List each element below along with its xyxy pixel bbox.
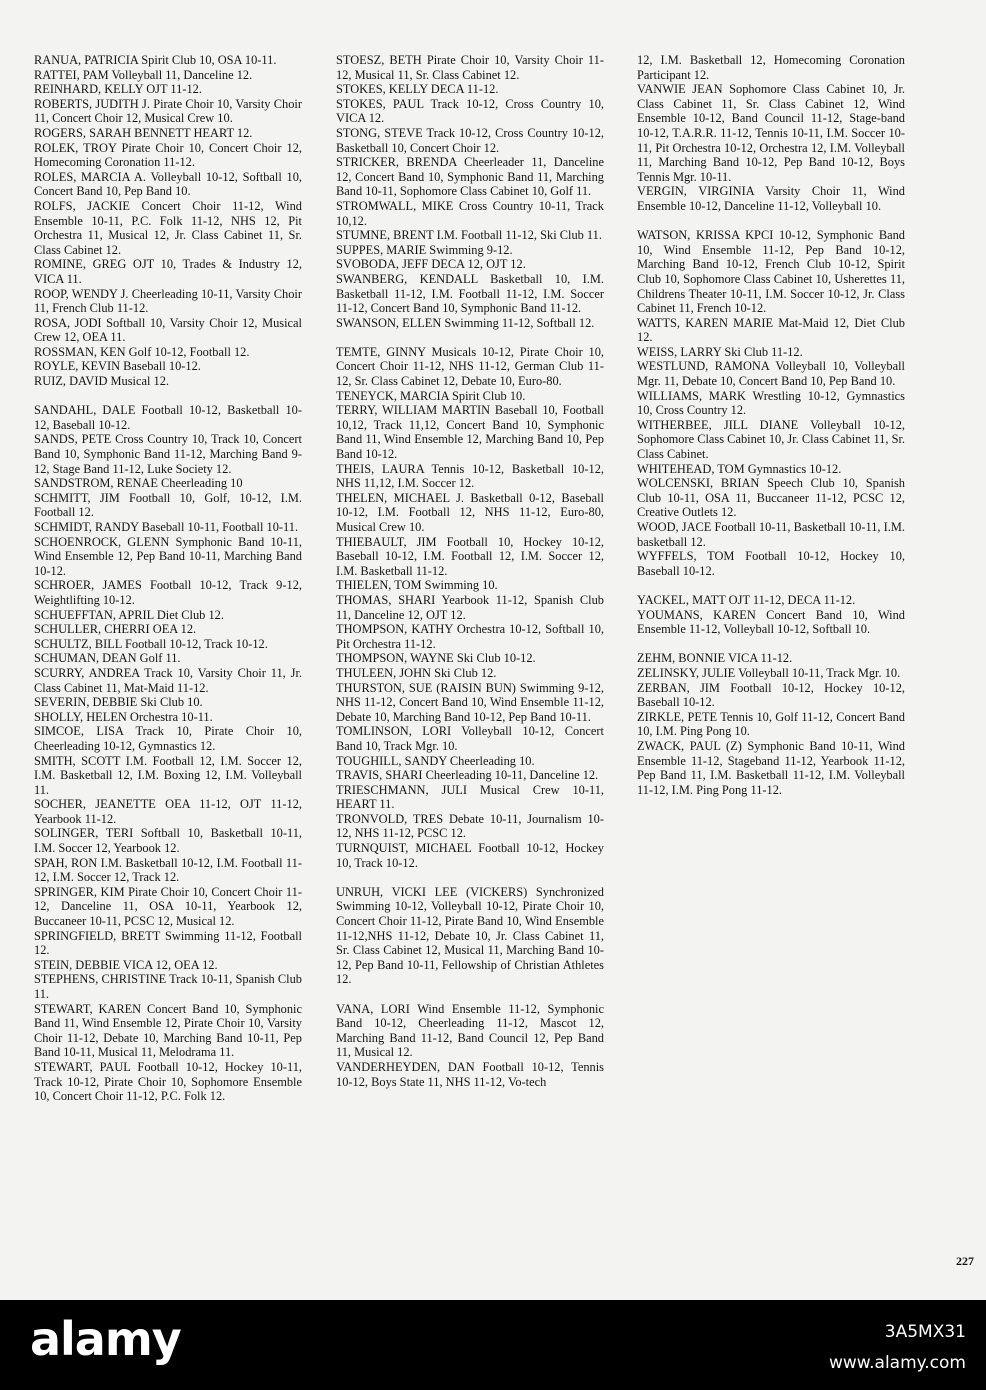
student-entry: WEISS, LARRY Ski Club 11-12. <box>637 344 803 359</box>
student-entry: SEVERIN, DEBBIE Ski Club 10. <box>34 695 203 710</box>
student-entry: RUIZ, DAVID Musical 12. <box>34 374 170 389</box>
student-entry: TOUGHILL, SANDY Cheerleading 10. <box>336 753 535 768</box>
student-entry: REINHARD, KELLY OJT 11-12. <box>34 82 202 97</box>
student-entry: WILLIAMS, MARK Wrestling 10-12, Gymnastics 10, Cross Country 12. <box>637 388 905 418</box>
student-entry: SIMCOE, LISA Track 10, Pirate Choir 10, Cheerleading 10-12, Gymnastics 12. <box>34 724 302 753</box>
student-entry: SCHUMAN, DEAN Golf 11. <box>34 651 181 666</box>
image-id: 3A5MX31 <box>884 1322 966 1342</box>
section-gap <box>336 987 604 1002</box>
student-entry: STOESZ, BETH Pirate Choir 10, Varsity Choir 11-12, Musical 11, Sr. Class Cabinet 12. <box>336 53 604 82</box>
section-gap <box>336 330 604 345</box>
student-entry: ROLFS, JACKIE Concert Choir 11-12, Wind Ensemble 10-11, P.C. Folk 11-12, NHS 12, Pit Orchestra 11, Musical 12, Jr. Class Cabinet 11, Sr. Class Cabinet 12. <box>34 198 302 257</box>
student-entry: ROOP, WENDY J. Cheerleading 10-11, Varsity Choir 11, French Club 11-12. <box>34 286 302 316</box>
student-entry: TENEYCK, MARCIA Spirit Club 10. <box>336 388 526 403</box>
student-entry: SOCHER, JEANETTE OEA 11-12, OJT 11-12, Yearbook 11-12. <box>34 797 302 826</box>
student-entry: SVOBODA, JEFF DECA 12, OJT 12. <box>336 257 526 272</box>
student-entry: STOKES, KELLY DECA 11-12. <box>336 82 499 97</box>
student-entry: STONG, STEVE Track 10-12, Cross Country 10-12, Basketball 10, Concert Choir 12. <box>336 125 604 155</box>
student-entry: THURSTON, SUE (RAISIN BUN) Swimming 9-12, NHS 11-12, Concert Band 10, Wind Ensemble 11-12, Debate 10, Marching Band 10-12, Pep Band 10-11. <box>336 680 604 724</box>
section-gap <box>34 389 302 404</box>
student-entry: SUPPES, MARIE Swimming 9-12. <box>336 242 513 257</box>
student-entry: THEIS, LAURA Tennis 10-12, Basketball 10-12, NHS 11,12, I.M. Soccer 12. <box>336 461 604 491</box>
column-3 <box>637 53 905 797</box>
student-entry: VANDERHEYDEN, DAN Football 10-12, Tennis 10-12, Boys State 11, NHS 11-12, Vo-tech <box>336 1059 604 1089</box>
student-entry: SCHUEFFTAN, APRIL Diet Club 12. <box>34 607 224 622</box>
student-entry: TRONVOLD, TRES Debate 10-11, Journalism 10-12, NHS 11-12, PCSC 12. <box>336 811 604 841</box>
student-entry: SCURRY, ANDREA Track 10, Varsity Choir 11, Jr. Class Cabinet 11, Mat-Maid 11-12. <box>34 665 302 695</box>
student-entry: ZELINSKY, JULIE Volleyball 10-11, Track Mgr. 10. <box>637 665 901 680</box>
student-entry: VANWIE JEAN Sophomore Class Cabinet 10, Jr. Class Cabinet 11, Sr. Class Cabinet 12, Wind Ensemble 10-12, Band Council 11-12, Stage-band 10-12, T.A.R.R. 11-12, Tennis 10-11, I.M. Soccer 10-11, Pit Orchestra 10-12, Orchestra 12, I.M. Volleyball 11, Marching Band 10-12, Pep Band 10-12, Boys Tennis Mgr. 10-11. <box>637 82 905 184</box>
student-entry: SCHROER, JAMES Football 10-12, Track 9-12, Weightlifting 10-12. <box>34 578 302 607</box>
student-entry: SCHMITT, JIM Football 10, Golf, 10-12, I.M. Football 12. <box>34 490 302 520</box>
student-entry: ZWACK, PAUL (Z) Symphonic Band 10-11, Wind Ensemble 11-12, Stageband 11-12, Yearbook 11-12, Pep Band 11, I.M. Basketball 11-12, I.M. Volleyball 11-12, I.M. Ping Pong 11-12. <box>637 738 905 797</box>
student-entry: SANDAHL, DALE Football 10-12, Basketball 10-12, Baseball 10-12. <box>34 403 302 432</box>
section-gap <box>637 578 905 593</box>
watermark-banner <box>0 1300 986 1390</box>
student-entry: SPRINGER, KIM Pirate Choir 10, Concert Choir 11-12, Danceline 11, OSA 10-11, Yearbook 12, Buccaneer 10-11, PCSC 12, Musical 12. <box>34 884 302 929</box>
student-entry: STROMWALL, MIKE Cross Country 10-11, Track 10,12. <box>336 198 604 228</box>
student-entry: ROLES, MARCIA A. Volleyball 10-12, Softball 10, Concert Band 10, Pep Band 10. <box>34 169 302 199</box>
student-entry: STOKES, PAUL Track 10-12, Cross Country 10, VICA 12. <box>336 96 604 126</box>
student-entry: ROGERS, SARAH BENNETT HEART 12. <box>34 125 253 140</box>
student-entry: TRAVIS, SHARI Cheerleading 10-11, Danceline 12. <box>336 768 599 783</box>
section-gap <box>336 870 604 885</box>
student-entry: SANDS, PETE Cross Country 10, Track 10, Concert Band 10, Symphonic Band 11-12, Marching Band 9-12, Stage Band 11-12, Luke Society 12. <box>34 432 302 476</box>
student-entry: ROYLE, KEVIN Baseball 10-12. <box>34 359 201 374</box>
student-entry: ZERBAN, JIM Football 10-12, Hockey 10-12, Baseball 10-12. <box>637 680 905 710</box>
student-entry: SCHOENROCK, GLENN Symphonic Band 10-11, Wind Ensemble 12, Pep Band 10-11, Marching Band 10-12. <box>34 534 302 578</box>
student-entry: SHOLLY, HELEN Orchestra 10-11. <box>34 709 213 724</box>
student-entry: ZIRKLE, PETE Tennis 10, Golf 11-12, Concert Band 10, I.M. Ping Pong 10. <box>637 709 905 739</box>
student-entry: STEPHENS, CHRISTINE Track 10-11, Spanish Club 11. <box>34 972 302 1001</box>
student-entry: SWANBERG, KENDALL Basketball 10, I.M. Basketball 11-12, I.M. Football 11-12, I.M. Soccer 11-12, Concert Band 10, Symphonic Band 11-12. <box>336 271 604 316</box>
student-entry: THOMPSON, KATHY Orchestra 10-12, Softball 10, Pit Orchestra 11-12. <box>336 622 604 651</box>
site-url: www.alamy.com <box>828 1353 966 1373</box>
alamy-logo: alamy <box>30 1312 181 1366</box>
student-entry: RANUA, PATRICIA Spirit Club 10, OSA 10-11. <box>34 53 277 67</box>
student-entry: ROMINE, GREG OJT 10, Trades & Industry 12, VICA 11. <box>34 257 302 286</box>
student-entry: TRIESCHMANN, JULI Musical Crew 10-11, HEART 11. <box>336 782 604 812</box>
student-entry: SCHULTZ, BILL Football 10-12, Track 10-12. <box>34 636 268 651</box>
student-entry: ROSA, JODI Softball 10, Varsity Choir 12, Musical Crew 12, OEA 11. <box>34 315 302 345</box>
student-entry: ROSSMAN, KEN Golf 10-12, Football 12. <box>34 344 250 359</box>
student-entry: SMITH, SCOTT I.M. Football 12, I.M. Soccer 12, I.M. Basketball 12, I.M. Boxing 12, I.M. Volleyball 11. <box>34 753 302 797</box>
page-number: 227 <box>956 1254 974 1268</box>
student-entry: THELEN, MICHAEL J. Basketball 0-12, Baseball 10-12, I.M. Football 12, NHS 11-12, Euro-80, Musical Crew 10. <box>336 490 604 534</box>
student-entry: SWANSON, ELLEN Swimming 11-12, Softball 12. <box>336 315 595 330</box>
student-entry: THIELEN, TOM Swimming 10. <box>336 578 498 593</box>
section-gap <box>637 637 905 652</box>
student-entry: TOMLINSON, LORI Volleyball 10-12, Concert Band 10, Track Mgr. 10. <box>336 724 604 753</box>
student-entry: WOOD, JACE Football 10-11, Basketball 10-11, I.M. basketball 12. <box>637 520 905 549</box>
student-entry: STEWART, KAREN Concert Band 10, Symphonic Band 11, Wind Ensemble 12, Pirate Choir 10, Varsity Choir 11-12, Debate 10, Marching Band 10-11, Pep Band 10-11, Musical 11, Melodrama 11. <box>34 1001 302 1060</box>
student-entry: THOMAS, SHARI Yearbook 11-12, Spanish Club 11, Danceline 12, OJT 12. <box>336 592 604 622</box>
student-entry: TERRY, WILLIAM MARTIN Baseball 10, Football 10,12, Track 11,12, Concert Band 10, Symphonic Band 11, Wind Ensemble 12, Marching Band 10, Pep Band 10-12. <box>336 403 604 462</box>
student-entry: UNRUH, VICKI LEE (VICKERS) Synchronized Swimming 10-12, Volleyball 10-12, Pirate Choir 10, Concert Choir 11-12, Pirate Band 10, Wind Ensemble 11-12,NHS 11-12, Debate 10, Jr. Class Cabinet 11, Sr. Class Cabinet 12, Musical 11, Marching Band 10-12, Pep Band 10-11, Fellowship of Christian Athletes 12. <box>336 884 604 987</box>
student-entry: TEMTE, GINNY Musicals 10-12, Pirate Choir 10, Concert Choir 11-12, NHS 11-12, German Club 11-12, Sr. Class Cabinet 12, Debate 10, Euro-80. <box>336 344 604 389</box>
student-entry: SOLINGER, TERI Softball 10, Basketball 10-11, I.M. Soccer 12, Yearbook 12. <box>34 826 302 856</box>
student-entry: WATTS, KAREN MARIE Mat-Maid 12, Diet Club 12. <box>637 315 905 345</box>
student-entry: THIEBAULT, JIM Football 10, Hockey 10-12, Baseball 10-12, I.M. Football 12, I.M. Soccer 12, I.M. Basketball 11-12. <box>336 534 604 578</box>
student-entry: YOUMANS, KAREN Concert Band 10, Wind Ensemble 11-12, Volleyball 10-12, Softball 10. <box>637 607 905 637</box>
student-entry: ROBERTS, JUDITH J. Pirate Choir 10, Varsity Choir 11, Concert Choir 12, Musical Crew 10. <box>34 96 302 126</box>
student-entry: WESTLUND, RAMONA Volleyball 10, Volleyball Mgr. 11, Debate 10, Concert Band 10, Pep Band 10. <box>637 359 905 389</box>
student-entry: VANA, LORI Wind Ensemble 11-12, Symphonic Band 10-12, Cheerleading 11-12, Mascot 12, Marching Band 11-12, Band Council 12, Pep Band 11, Musical 12. <box>336 1001 604 1060</box>
student-entry: STUMNE, BRENT I.M. Football 11-12, Ski Club 11. <box>336 228 602 243</box>
student-entry: SPAH, RON I.M. Basketball 10-12, I.M. Football 11-12, I.M. Soccer 12, Track 12. <box>34 855 302 885</box>
student-entry: SCHULLER, CHERRI OEA 12. <box>34 622 197 637</box>
section-gap <box>637 214 905 229</box>
student-entry: THULEEN, JOHN Ski Club 12. <box>336 665 497 680</box>
student-entry: SCHMIDT, RANDY Baseball 10-11, Football 10-11. <box>34 520 299 534</box>
student-entry: TURNQUIST, MICHAEL Football 10-12, Hockey 10, Track 10-12. <box>336 841 604 870</box>
student-entry: STEIN, DEBBIE VICA 12, OEA 12. <box>34 957 218 972</box>
student-entry: ROLEK, TROY Pirate Choir 10, Concert Choir 12, Homecoming Coronation 11-12. <box>34 140 302 170</box>
student-entry: STRICKER, BRENDA Cheerleader 11, Danceline 12, Concert Band 10, Symphonic Band 11, Marching Band 10-11, Sophomore Class Cabinet 10, Golf 11. <box>336 155 604 199</box>
student-entry: WOLCENSKI, BRIAN Speech Club 10, Spanish Club 10-11, OSA 11, Buccaneer 11-12, PCSC 12, Creative Outlets 12. <box>637 476 905 520</box>
student-entry: STEWART, PAUL Football 10-12, Hockey 10-11, Track 10-12, Pirate Choir 10, Sophomore Ensemble 10, Concert Choir 11-12, P.C. Folk 12. <box>34 1059 302 1104</box>
student-entry: WYFFELS, TOM Football 10-12, Hockey 10, Baseball 10-12. <box>637 549 905 578</box>
student-entry: THOMPSON, WAYNE Ski Club 10-12. <box>336 651 536 666</box>
student-entry: 12, I.M. Basketball 12, Homecoming Coronation Participant 12. <box>637 53 905 82</box>
student-entry: SPRINGFIELD, BRETT Swimming 11-12, Football 12. <box>34 928 302 958</box>
column-1 <box>34 53 302 1104</box>
student-entry: VERGIN, VIRGINIA Varsity Choir 11, Wind Ensemble 10-12, Danceline 11-12, Volleyball 10. <box>637 184 905 213</box>
column-2 <box>336 53 604 1089</box>
student-entry: WATSON, KRISSA KPCI 10-12, Symphonic Band 10, Wind Ensemble 11-12, Pep Band 10-12, Marching Band 10-12, French Club 10-12, Spirit Club 10, Sophomore Class Cabinet 10, Usherettes 11, Childrens Theater 10-11, I.M. Soccer 10-12, Jr. Class Cabinet 11, French 10-12. <box>637 228 905 316</box>
student-entry: YACKEL, MATT OJT 11-12, DECA 11-12. <box>637 592 856 607</box>
student-entry: WHITEHEAD, TOM Gymnastics 10-12. <box>637 461 842 476</box>
student-entry: WITHERBEE, JILL DIANE Volleyball 10-12, Sophomore Class Cabinet 10, Jr. Class Cabinet 11, Sr. Class Cabinet. <box>637 417 906 462</box>
student-entry: SANDSTROM, RENAE Cheerleading 10 <box>34 476 243 491</box>
student-entry: RATTEI, PAM Volleyball 11, Danceline 12. <box>34 67 253 82</box>
student-entry: ZEHM, BONNIE VICA 11-12. <box>637 651 793 666</box>
